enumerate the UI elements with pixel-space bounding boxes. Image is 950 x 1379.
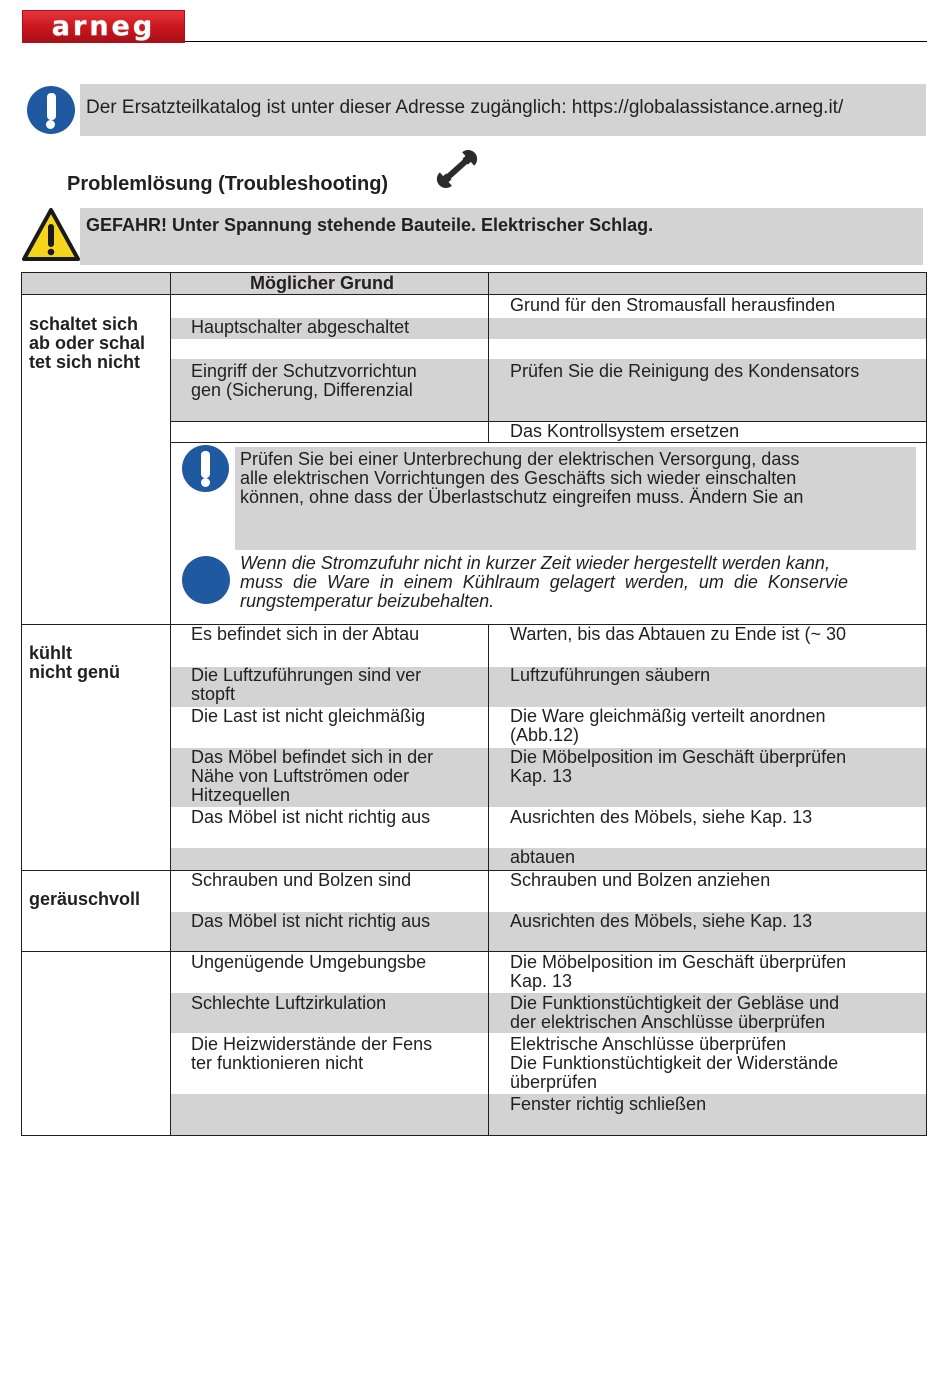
border [170, 272, 171, 1136]
cause-cell: Schrauben und Bolzen sind [191, 870, 412, 890]
page-title: Problemlösung (Troubleshooting) [67, 173, 389, 195]
header-divider [185, 41, 927, 42]
mandatory-info-icon [27, 86, 75, 134]
border [926, 272, 927, 1136]
remedy-cell: Prüfen Sie die Reinigung des Kondensators [510, 361, 860, 381]
remedy-cell: abtauen [510, 847, 576, 867]
remedy-cell: Grund für den Stromausfall herausfinden [510, 295, 836, 315]
wrench-icon [432, 145, 482, 193]
info-circle-icon [182, 556, 230, 604]
cause-cell: Hauptschalter abgeschaltet [191, 317, 410, 337]
border [21, 272, 22, 1136]
cause-cell: Das Möbel befindet sich in der Nähe von Luftströmen oder Hitzequellen [191, 747, 434, 805]
remedy-cell: Ausrichten des Möbels, siehe Kap. 13 [510, 807, 813, 827]
remedy-cell: Schrauben und Bolzen anziehen [510, 870, 771, 890]
danger-text: GEFAHR! Unter Spannung stehende Bauteile. Elektrischer Schlag. [86, 215, 654, 235]
cause-cell: Schlechte Luftzirkulation [191, 993, 387, 1013]
symptom-label: geräuschvoll [29, 889, 141, 909]
remedy-cell: Die Ware gleichmäßig verteilt anordnen (Abb.12) [510, 706, 826, 745]
border [488, 272, 489, 442]
table-header-row [21, 272, 927, 294]
cause-cell: Die Heizwiderstände der Fens ter funktionieren nicht [191, 1034, 433, 1073]
notice-text: Der Ersatzteilkatalog ist unter dieser Adresse zugänglich: https://globalassistance.arneg.it/ [86, 97, 844, 118]
remedy-cell: Luftzuführungen säubern [510, 665, 711, 685]
symptom-label: kühlt nicht genü [29, 643, 120, 682]
arneg-logo [22, 10, 185, 43]
border [21, 272, 927, 273]
cause-cell: Es befindet sich in der Abtau [191, 624, 420, 644]
border [170, 442, 927, 443]
remedy-cell: Die Möbelposition im Geschäft überprüfen Kap. 13 [510, 747, 847, 786]
symptom-label: schaltet sich ab oder schal tet sich nicht [29, 314, 146, 372]
remedy-cell: Warten, bis das Abtauen zu Ende ist (~ 30 [510, 624, 847, 644]
cause-cell: Die Last ist nicht gleichmäßig [191, 706, 426, 726]
cause-cell: Ungenügende Umgebungsbe [191, 952, 427, 972]
logo-text: arneg [51, 11, 156, 42]
cause-cell: Das Möbel ist nicht richtig aus [191, 807, 431, 827]
info-note-text: Prüfen Sie bei einer Unterbrechung der elektrischen Versorgung, dass alle elektrischen Vorrichtungen des Geschäfts sich wieder einschalten können, ohne dass der Überlastschutz eingreifen muss. Ändern Sie an [240, 449, 804, 507]
warning-triangle-icon [22, 207, 80, 262]
cause-cell: Das Möbel ist nicht richtig aus [191, 911, 431, 931]
troubleshooting-table [21, 272, 927, 1136]
remedy-cell: Die Möbelposition im Geschäft überprüfen Kap. 13 [510, 952, 847, 991]
border [21, 1135, 927, 1136]
remedy-cell: Fenster richtig schließen [510, 1094, 707, 1114]
border [21, 870, 927, 871]
header-cause: Möglicher Grund [250, 273, 394, 293]
remedy-cell: Das Kontrollsystem ersetzen [510, 421, 740, 441]
italic-note-text: Wenn die Stromzufuhr nicht in kurzer Zeit wieder hergestellt werden kann, muss die Ware in einem Kühlraum gelagert werden, um die Konservie rungstemperatur beizubehalten. [240, 553, 848, 611]
remedy-cell: Die Funktionstüchtigkeit der Gebläse und der elektrischen Anschlüsse überprüfen [510, 993, 840, 1032]
mandatory-info-icon [182, 445, 229, 492]
border [488, 624, 489, 1136]
cause-cell: Eingriff der Schutzvorrichtun gen (Sicherung, Differenzial [191, 361, 417, 400]
remedy-cell: Ausrichten des Möbels, siehe Kap. 13 [510, 911, 813, 931]
cause-cell: Die Luftzuführungen sind ver stopft [191, 665, 422, 704]
remedy-cell: Elektrische Anschlüsse überprüfen Die Funktionstüchtigkeit der Widerstände überprüfen [510, 1034, 839, 1092]
